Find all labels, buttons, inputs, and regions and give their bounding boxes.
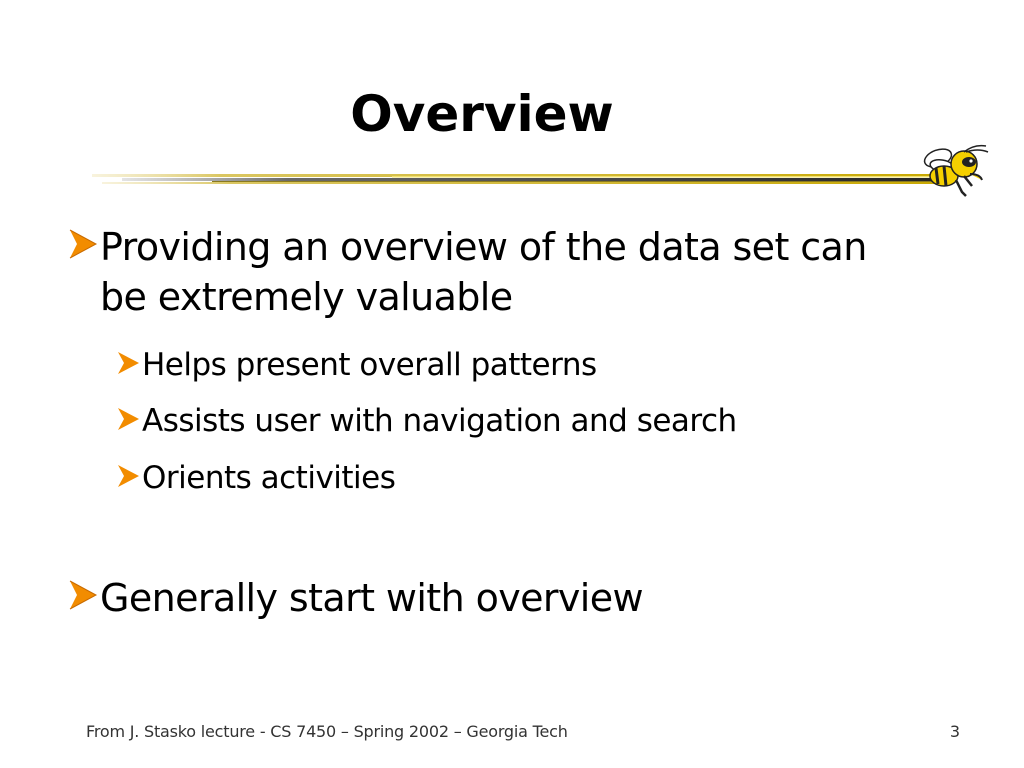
slide-title <box>0 84 1024 144</box>
title-divider-rule <box>92 168 952 190</box>
sub-bullet-2-text: Assists user with navigation and search <box>142 403 737 439</box>
slide-title-text: Overview <box>350 85 614 143</box>
slide-footer: From J. Stasko lecture - CS 7450 – Spring 2002 – Georgia Tech <box>86 722 568 741</box>
bullet-2-text: Generally start with overview <box>100 576 644 620</box>
chevron-arrow-bullet-icon <box>66 573 100 613</box>
bullet-1-line-2: be extremely valuable <box>100 275 513 319</box>
bullet-2 <box>66 573 643 623</box>
yellow-jacket-bee-icon <box>920 140 992 200</box>
bullet-1-line-1: Providing an overview of the data set can <box>100 225 867 269</box>
sub-bullet-1 <box>114 345 597 385</box>
sub-bullet-2 <box>114 401 737 441</box>
chevron-arrow-bullet-icon <box>114 401 142 433</box>
bullet-1 <box>66 222 867 322</box>
chevron-arrow-bullet-icon <box>114 345 142 377</box>
chevron-arrow-bullet-icon <box>114 458 142 490</box>
sub-bullet-1-text: Helps present overall patterns <box>142 347 597 383</box>
sub-bullet-3 <box>114 458 395 498</box>
sub-bullet-3-text: Orients activities <box>142 460 396 496</box>
slide-page-number: 3 <box>949 722 960 741</box>
chevron-arrow-bullet-icon <box>66 222 100 262</box>
